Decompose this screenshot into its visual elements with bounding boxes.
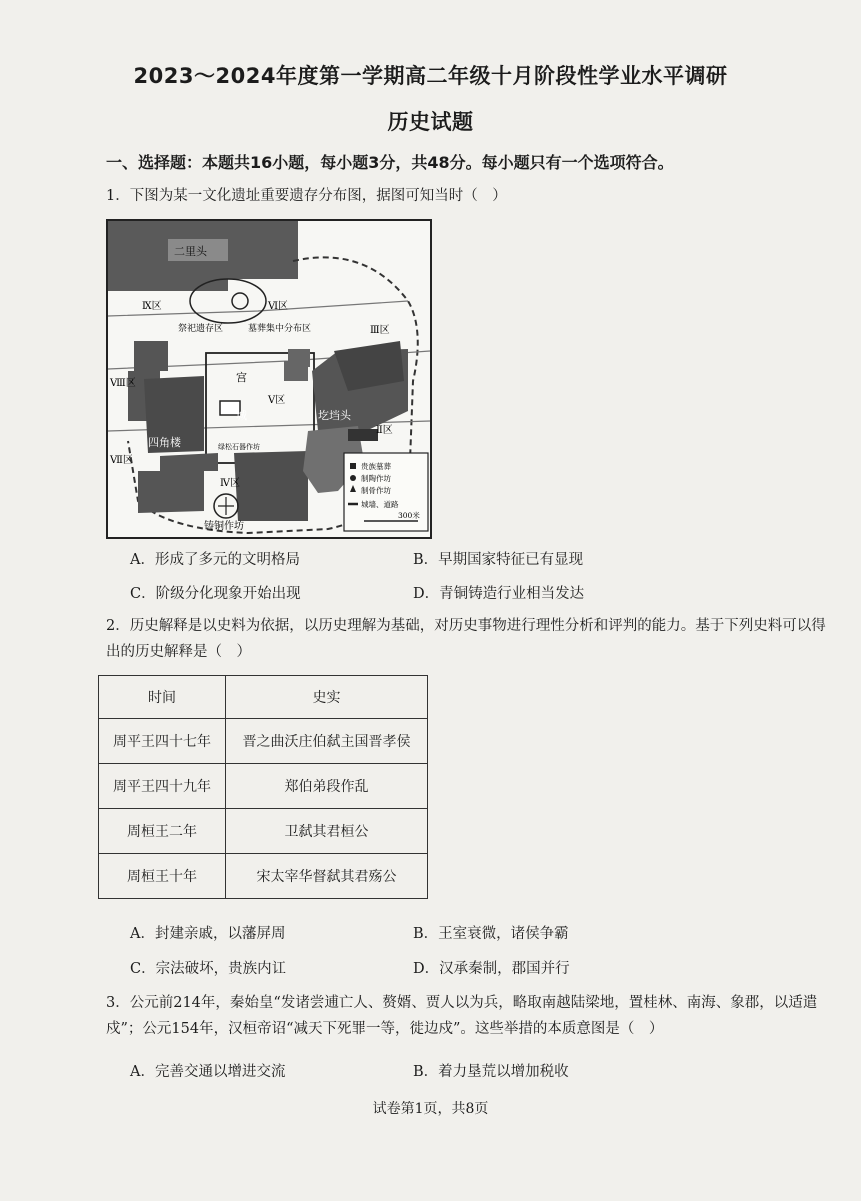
- map-label-zone6: Ⅵ区: [268, 301, 289, 312]
- table-cell-time: 周平王四十九年: [99, 764, 226, 809]
- q3-option-b[interactable]: B．着力垦荒以增加税收: [413, 1064, 569, 1080]
- map-legend-2: 制陶作坊: [361, 474, 391, 483]
- map-label-sijiaolou: 四角楼: [148, 436, 181, 449]
- map-legend-4: 城墙、道路: [361, 500, 399, 509]
- table-header-fact: 史实: [226, 676, 428, 719]
- q1-option-d[interactable]: D．青铜铸造行业相当发达: [413, 586, 585, 602]
- table-cell-time: 周平王四十七年: [99, 719, 226, 764]
- table-cell-fact: 宋太宰华督弑其君殇公: [226, 854, 428, 899]
- q2-option-c[interactable]: C．宗法破坏，贵族内讧: [130, 961, 287, 977]
- table-cell-fact: 卫弑其君桓公: [226, 809, 428, 854]
- table-cell-time: 周桓王二年: [99, 809, 226, 854]
- map-label-zone2: Ⅱ区: [376, 425, 393, 436]
- section-heading: 一、选择题：本题共16小题，每小题3分，共48分。每小题只有一个选项符合。: [106, 153, 674, 172]
- map-label-erlitou: 二里头: [174, 245, 207, 258]
- table-cell-fact: 晋之曲沃庄伯弑主国晋孝侯: [226, 719, 428, 764]
- history-facts-table: [98, 675, 428, 899]
- q1-option-b[interactable]: B．早期国家特征已有显现: [413, 552, 584, 568]
- table-row: [99, 719, 428, 764]
- q2-option-a[interactable]: A．封建亲戚，以藩屏周: [130, 926, 286, 942]
- table-header-time: 时间: [99, 676, 226, 719]
- q1-option-a[interactable]: A．形成了多元的文明格局: [130, 552, 300, 568]
- site-map-drawing: [108, 221, 430, 537]
- table-header-row: [99, 676, 428, 719]
- map-legend-1: 贵族墓葬: [361, 462, 391, 471]
- map-label-zone9: Ⅸ区: [142, 301, 162, 312]
- table-row: [99, 764, 428, 809]
- table-row: [99, 809, 428, 854]
- map-label-city: 城: [236, 409, 247, 422]
- site-distribution-map: [106, 219, 432, 539]
- map-label-zone3: Ⅲ区: [370, 325, 390, 336]
- map-label-sacrifice: 祭祀遗存区: [178, 324, 224, 334]
- map-label-bronze: 铸铜作坊: [204, 521, 244, 532]
- map-label-zone5: Ⅴ区: [268, 395, 286, 406]
- map-label-palace: 宫: [236, 371, 247, 384]
- map-label-zone8: Ⅷ区: [110, 378, 136, 389]
- table-cell-fact: 郑伯弟段作乱: [226, 764, 428, 809]
- map-label-zone4: Ⅳ区: [220, 478, 240, 489]
- map-label-gedangtou: 圪垱头: [318, 409, 351, 422]
- q3-option-a[interactable]: A．完善交通以增进交流: [130, 1064, 286, 1080]
- question-2-stem: 2．历史解释是以史料为依据，以历史理解为基础，对历史事物进行理性分析和评判的能力。基于下列史料可以得出的历史解释是（ ）: [106, 618, 826, 660]
- q2-option-d[interactable]: D．汉承秦制，郡国并行: [413, 961, 570, 977]
- q2-option-b[interactable]: B．王室衰微，诸侯争霸: [413, 926, 569, 942]
- map-label-zone7: Ⅶ区: [110, 455, 133, 466]
- question-3-stem: 3．公元前214年，秦始皇“发诸尝逋亡人、赘婿、贾人以为兵，略取南越陆梁地，置桂林、南海、象郡，以适遣戍”；公元154年，汉桓帝诏“减天下死罪一等，徙边戍”。这些举措的本质意图是（ ）: [106, 995, 818, 1037]
- exam-subtitle: 历史试题: [387, 110, 474, 134]
- map-legend-3: 制骨作坊: [361, 486, 391, 495]
- exam-title: 2023～2024年度第一学期高二年级十月阶段性学业水平调研: [133, 64, 728, 88]
- map-label-workshop-small: 绿松石器作坊: [218, 443, 260, 451]
- page-footer: 试卷第1页，共8页: [372, 1101, 489, 1117]
- table-cell-time: 周桓王十年: [99, 854, 226, 899]
- map-label-tombs: 墓葬集中分布区: [248, 324, 312, 334]
- map-scale-label: 300米: [398, 511, 420, 520]
- question-1-stem: 1．下图为某一文化遗址重要遗存分布图，据图可知当时（ ）: [106, 188, 507, 204]
- q1-option-c[interactable]: C．阶级分化现象开始出现: [130, 586, 301, 602]
- table-row: [99, 854, 428, 899]
